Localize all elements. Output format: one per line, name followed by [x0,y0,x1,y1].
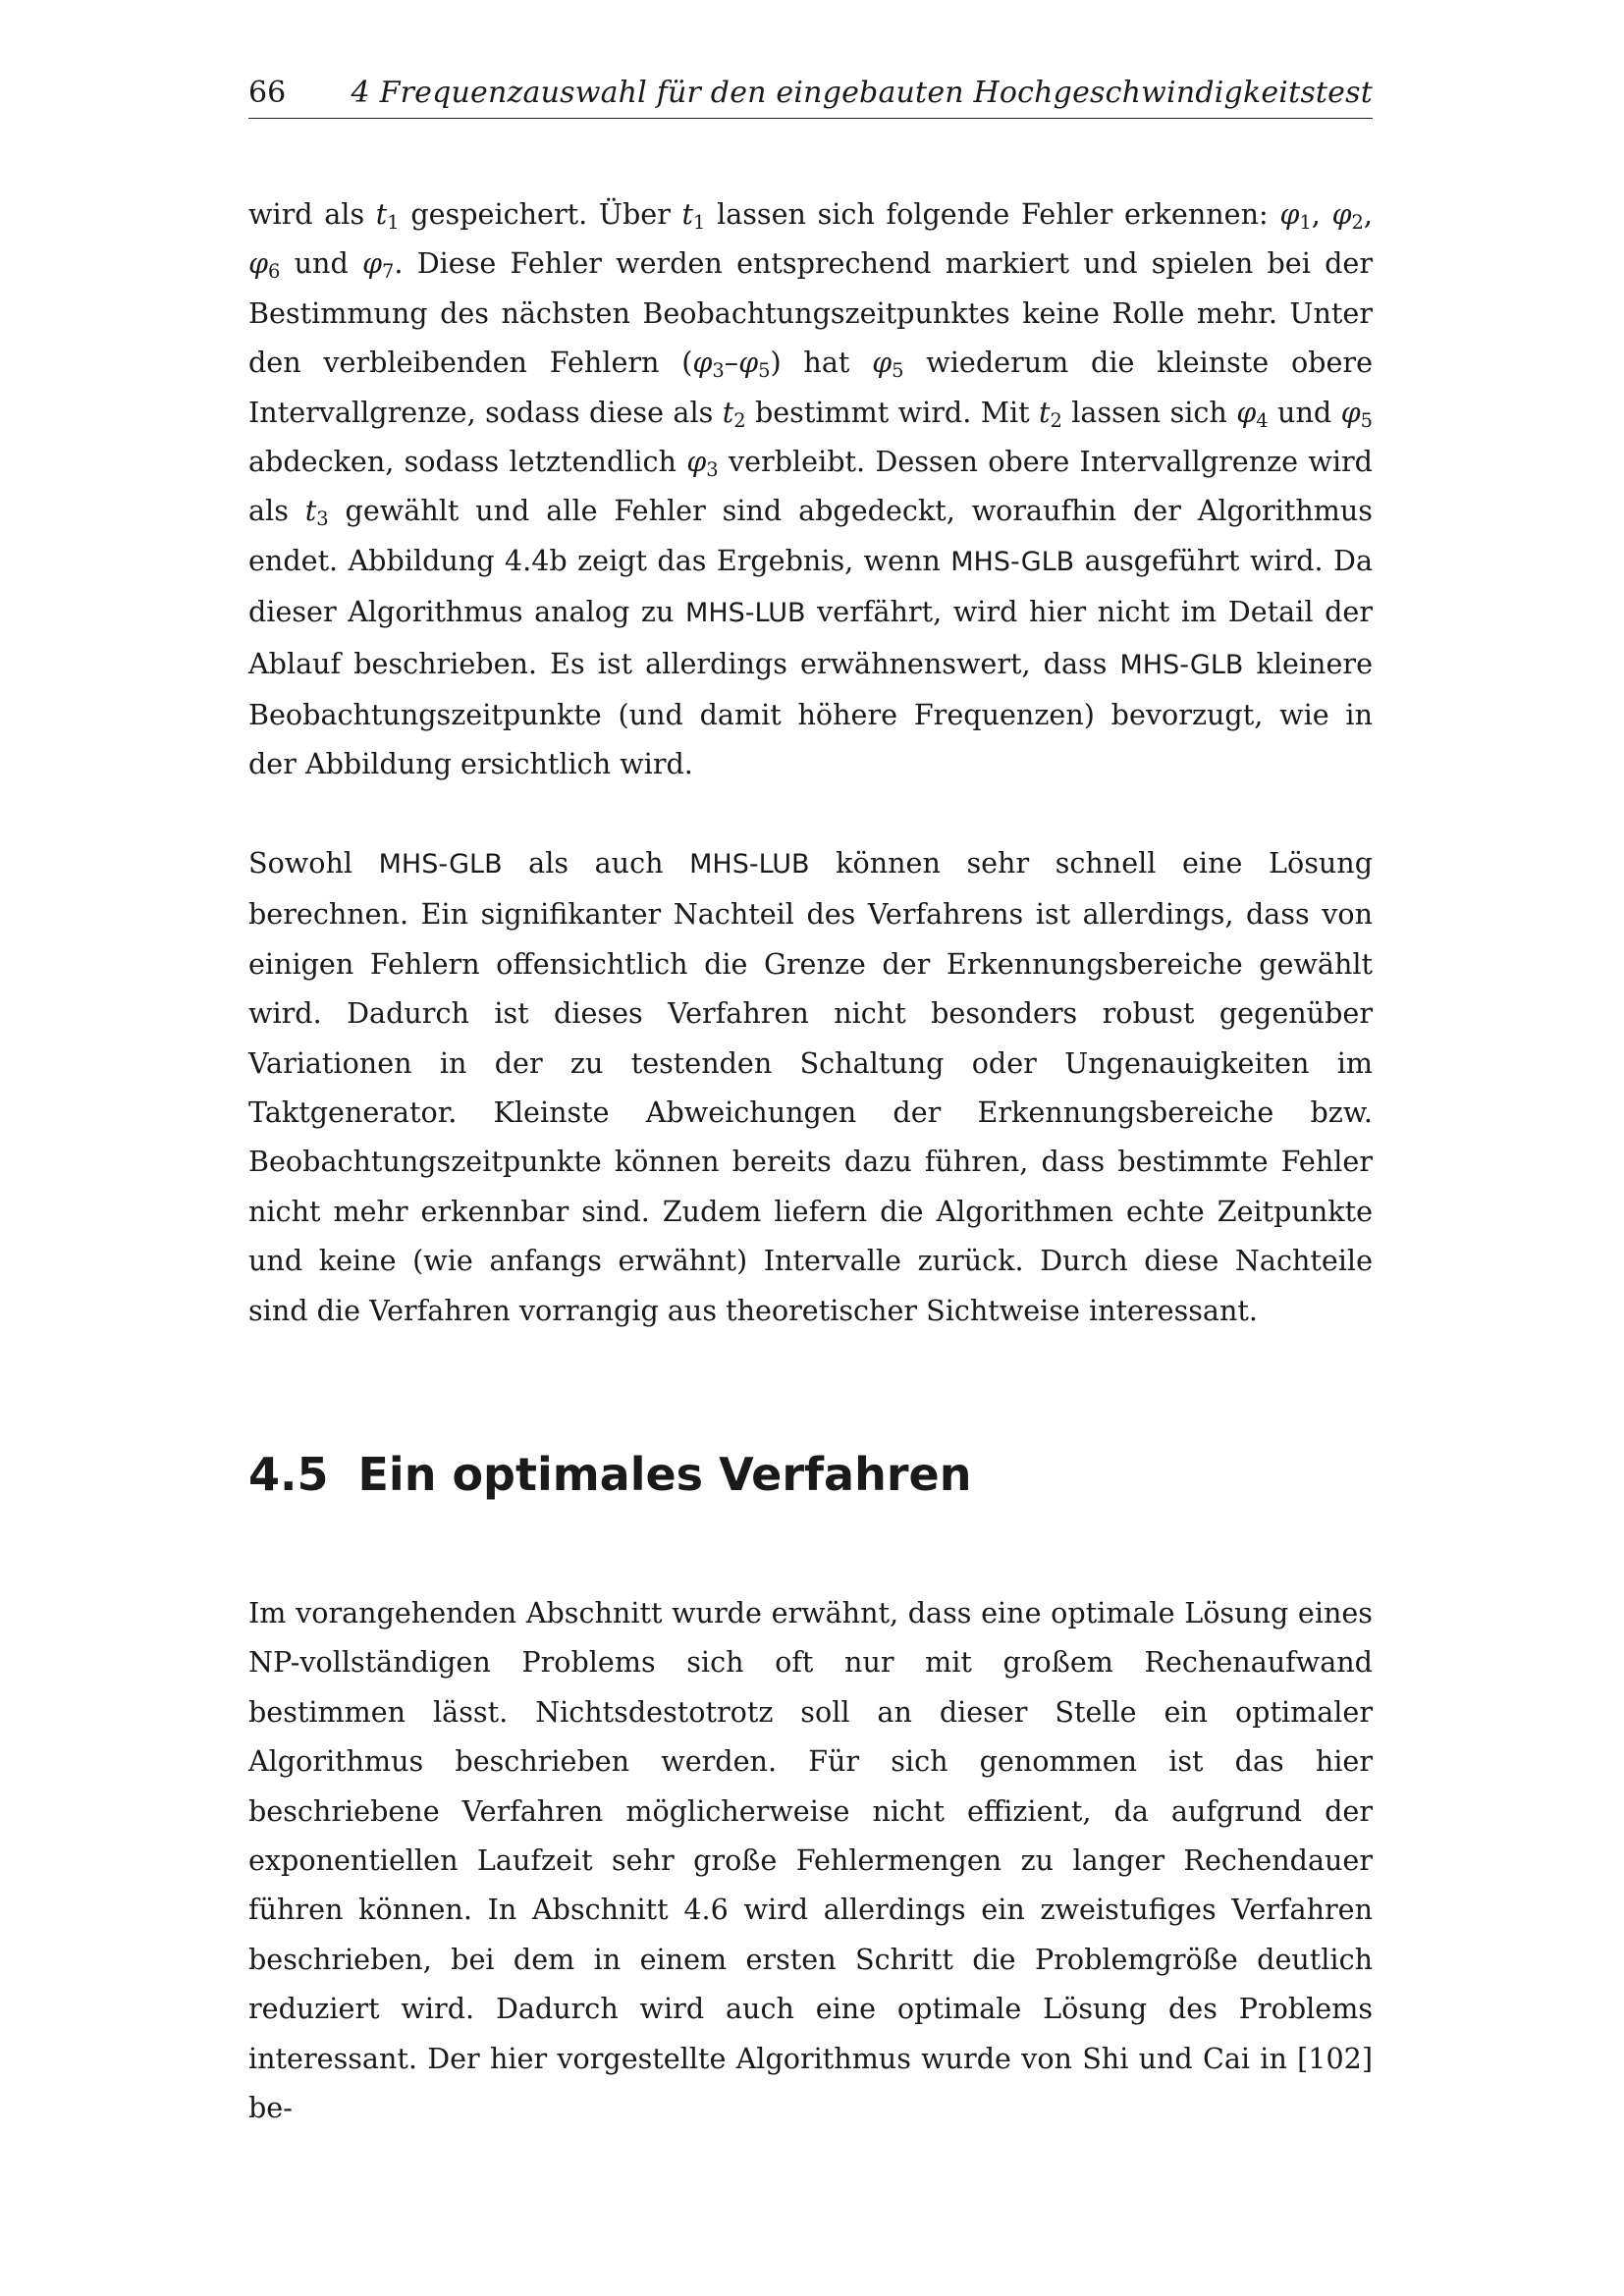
math-t3: $t_3$ [304,494,329,531]
running-title: 4 Frequenzauswahl für den eingebauten Hochgeschwindigkeitstest [351,76,1373,110]
running-header [248,69,1373,119]
math-phi2: $\varphi_2$ [1331,197,1364,234]
math-phi6: $\varphi_6$ [248,246,281,284]
section-number: 4.5 [248,1447,329,1501]
math-t2: $t_2$ [722,395,746,432]
math-phi5: $\varphi_5$ [872,346,904,383]
section-title: Ein optimales Verfahren [357,1447,972,1501]
math-t1: $t_1$ [681,197,706,234]
math-phi3: $\varphi_3$ [692,346,725,383]
algorithm-name: MHS-GLB [378,848,503,880]
paragraph-3: Im vorangehenden Abschnitt wurde erwähnt, dass eine optimale Lösung eines NP-vollständigen Problems sich oft nur mit großem Rechenaufwand bestimmen lässt. Nichtsdestotrotz soll an dieser Stelle ein optimaler Algorithmus beschrieben werden. Für sich genommen ist das hier beschriebene Verfahren möglicherweise nicht effizient, da aufgrund der exponentiellen Laufzeit sehr große Fehlermengen zu langer Rechendauer führen können. In Abschnitt 4.6 wird allerdings ein zweistufiges Verfahren beschrieben, bei dem in einem ersten Schritt die Problemgröße deutlich reduziert wird. Dadurch wird auch eine optimale Lösung des Problems interessant. Der hier vorgestellte Algorithmus wurde von Shi und Cai in [102] be- [248,1595,1373,2124]
paragraph-1: wird als $t_1$ gespeichert. Über $t_1$ lassen sich folgende Fehler erkennen: $\varphi_1$, $\varphi_2$, $\varphi_6$ und $\varphi_7$. Diese Fehler werden entsprechend markiert und spielen bei der Bestimmung des nächsten Beobachtungszeitpunktes keine Rolle mehr. Unter den verbleibenden Fehlern $(\varphi_3-\varphi_5)$ hat $\varphi_5$ wiederum die kleinste obere Intervallgrenze, sodass diese als $t_2$ bestimmt wird. Mit $t_2$ lassen sich $\varphi_4$ und $\varphi_5$ abdecken, sodass letztendlich $\varphi_3$ verbleibt. Dessen obere Intervallgrenze wird als $t_3$ gewählt und alle Fehler sind abgedeckt, woraufhin der Algorithmus endet. Abbildung 4.4b zeigt das Ergebnis, wenn MHS-GLB ausgeführt wird. Da dieser Algorithmus analog zu MHS-LUB verfährt, wird hier nicht im Detail der Ablauf beschrieben. Es ist allerdings erwähnenswert, dass MHS-GLB kleinere Beobachtungszeitpunkte (und damit höhere Frequenzen) bevorzugt, wie in der Abbildung ersichtlich wird. [248,197,1373,781]
algorithm-name: MHS-LUB [685,598,806,629]
math-phi5: $\varphi_5$ [1340,395,1373,432]
math-phi1: $\varphi_1$ [1279,197,1312,234]
math-phi3: $\varphi_3$ [686,445,719,481]
algorithm-name: MHS-GLB [950,546,1075,577]
document-page [248,69,1373,2132]
algorithm-name: MHS-LUB [689,848,810,880]
section-heading [248,1445,1373,1504]
math-t1: $t_1$ [375,197,400,234]
math-phi5: $\varphi_5$ [738,346,771,383]
algorithm-name: MHS-GLB [1119,649,1244,680]
math-t2: $t_2$ [1039,395,1062,432]
math-phi4: $\varphi_4$ [1236,395,1269,432]
paragraph-2: Sowohl MHS-GLB als auch MHS-LUB können sehr schnell eine Lösung berechnen. Ein signifikanter Nachteil des Verfahrens ist allerdings, dass von einigen Fehlern offensichtlich die Grenze der Erkennungsbereiche gewählt wird. Dadurch ist dieses Verfahren nicht besonders robust gegenüber Variationen in der zu testenden Schaltung oder Ungenauigkeiten im Taktgenerator. Kleinste Abweichungen der Erkennungsbereiche bzw. Beobachtungszeitpunkte können bereits dazu führen, dass bestimmte Fehler nicht mehr erkennbar sind. Zudem liefern die Algorithmen echte Zeitpunkte und keine (wie anfangs erwähnt) Intervalle zurück. Durch diese Nachteile sind die Verfahren vorrangig aus theoretischer Sichtweise interessant. [248,845,1373,1327]
page-number: 66 [248,76,287,110]
math-phi7: $\varphi_7$ [362,246,395,284]
